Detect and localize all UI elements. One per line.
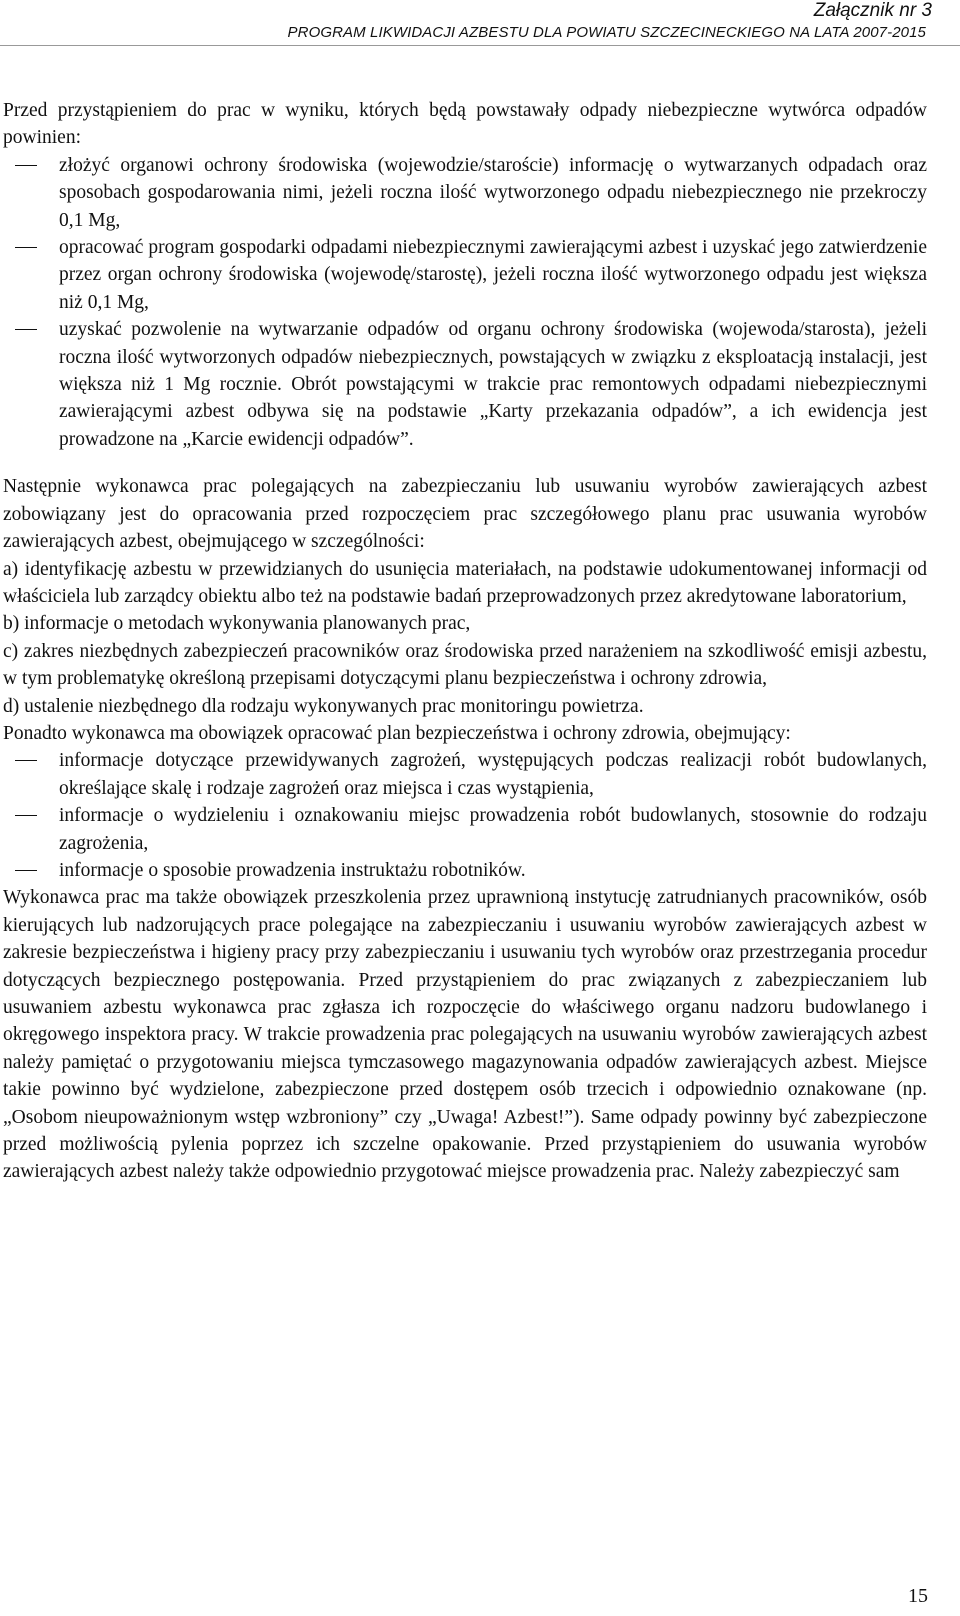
dash-bullet-icon [15,760,37,761]
list-item [3,747,927,802]
list-item-text: informacje o wydzieleniu i oznakowaniu miejsc prowadzenia robót budowlanych, stosownie do rodzaju zagrożenia, [59,805,927,854]
plan-point-b: b) informacje o metodach wykonywania planowanych prac, [3,613,471,635]
list-item-text: informacje o sposobie prowadzenia instruktażu robotników. [59,859,526,881]
list-item [3,802,927,857]
paragraph-gap [3,453,927,473]
list-item [3,857,927,884]
header-divider [0,45,960,46]
section2-intro: Następnie wykonawca prac polegających na zabezpieczaniu lub usuwaniu wyrobów zawierających azbest zobowiązany jest do opracowania przed rozpoczęciem prac szczegółowego planu prac usuwania wyrobów zawierających azbest, obejmującego w szczególności: [3,476,927,553]
plan-point-d: d) ustalenie niezbędnego dla rodzaju wykonywanych prac monitoringu powietrza. [3,695,644,717]
dash-bullet-icon [15,329,37,330]
dash-bullet-icon [15,870,37,871]
plan-point-c: c) zakres niezbędnych zabezpieczeń pracowników oraz środowiska przed narażeniem na szkodliwość emisji azbestu, w tym problematykę określoną przepisami dotyczącymi planu bezpieczeństwa i ochrony zdrowia, [3,640,927,690]
program-title: PROGRAM LIKWIDACJI AZBESTU DLA POWIATU SZCZECINECKIEGO NA LATA 2007-2015 [287,24,926,41]
section3-intro: Ponadto wykonawca ma obowiązek opracować plan bezpieczeństwa i ochrony zdrowia, obejmujący: [3,722,791,744]
section1-intro: Przed przystąpieniem do prac w wyniku, których będą powstawały odpady niebezpieczne wytwórca odpadów powinien: [3,100,927,149]
dash-bullet-icon [15,165,37,166]
annex-label: Załącznik nr 3 [813,0,932,21]
dash-bullet-icon [15,247,37,248]
list-item-text: złożyć organowi ochrony środowiska (wojewodzie/staroście) informację o wytwarzanych odpadach oraz sposobach gospodarowania nimi, jeżeli roczna ilość wytworzonego odpadu niebezpiecznego nie przekroczy 0,1 Mg, [59,154,927,231]
list-item-text: uzyskać pozwolenie na wytwarzanie odpadów od organu ochrony środowiska (wojewoda/starosta), jeżeli roczna ilość wytworzonych odpadów niebezpiecznych, powstających w związku z eksploatacją instalacji, jest większa niż 1 Mg rocznie. Obrót powstającymi w trakcie prac remontowych odpadami niebezpiecznymi zawierającymi azbest odbywa się na podstawie „Karty przekazania odpadów”, a ich ewidencja jest prowadzone na „Karcie ewidencji odpadów”. [59,319,927,450]
list-item-text: opracować program gospodarki odpadami niebezpiecznymi zawierającymi azbest i uzyskać jego zatwierdzenie przez organ ochrony środowiska (wojewodę/starostę), jeżeli roczna ilość wytworzonego odpadu jest większa niż 0,1 Mg, [59,237,927,313]
page-number: 15 [908,1585,928,1607]
plan-point-a: a) identyfikację azbestu w przewidzianych do usunięcia materiałach, na podstawie udokumentowanej informacji od właściciela lub zarządcy obiektu albo też na podstawie badań przeprowadzonych przez akredytowane laboratorium, [3,558,927,607]
list-item [3,316,927,453]
list-item-text: informacje dotyczące przewidywanych zagrożeń, występujących podczas realizacji robót budowlanych, określające skalę i rodzaje zagrożeń oraz miejsca i czas wystąpienia, [59,750,927,799]
dash-bullet-icon [15,815,37,816]
section4-paragraph: Wykonawca prac ma także obowiązek przeszkolenia przez uprawnioną instytucję zatrudnianych pracowników, osób kierujących lub nadzorujących prace polegające na zabezpieczaniu i usuwaniu wyrobów zawierających azbest w zakresie bezpieczeństwa i higieny pracy przy zabezpieczaniu i usuwaniu tych wyrobów oraz przestrzegania procedur dotyczących bezpiecznego postępowania. Przed przystąpieniem do prac związanych z zabezpieczaniem lub usuwaniem azbestu wykonawca prac zgłasza ich rozpoczęcie do właściwego organu nadzoru budowlanego i okręgowego inspektora pracy. W trakcie prowadzenia prac polegających na usuwaniu wyrobów zawierających azbest należy pamiętać o przygotowaniu miejsca tymczasowego magazynowania odpadów zawierających azbest. Miejsce takie powinno być wydzielone, zabezpieczone przed dostępem osób trzecich i odpowiednio oznakowane (np. „Osobom nieupoważnionym wstęp wzbroniony” czy „Uwaga! Azbest!”). Same odpady powinny być zabezpieczone przed możliwością pylenia poprzez ich szczelne opakowanie. Przed przystąpieniem do usuwania wyrobów zawierających azbest należy także odpowiednio przygotować miejsce prowadzenia prac. Należy zabezpieczyć sam [3,887,927,1183]
list-item [3,152,927,234]
document-body [3,97,927,1186]
list-item [3,234,927,316]
